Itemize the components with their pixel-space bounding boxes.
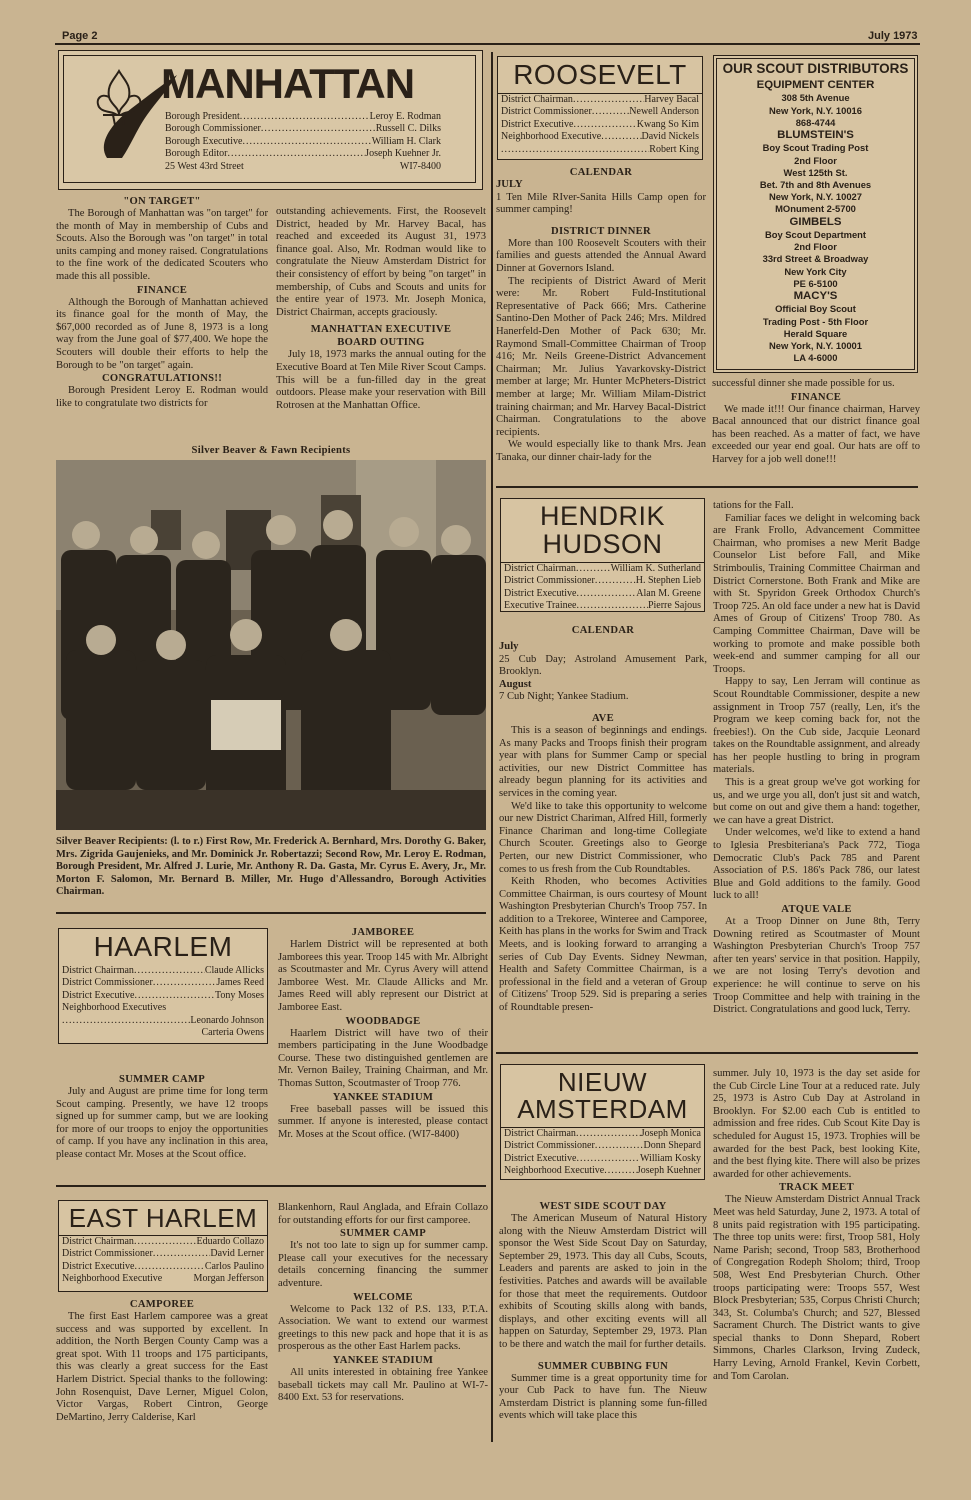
hendrik-hudson-title: HENDRIK HUDSON bbox=[501, 499, 704, 563]
photo-caption: Silver Beaver Recipients: (l. to r.) First Row, Mr. Frederick A. Bernhard, Mrs. Dorothy G. Baker, Mrs. Zigrida Gaujenieks, and Mr. Dominick Jr. Robertazzi; Second Row, Mr. Leroy E. Rodman, Borough President, Mr. Alfred J. Lurie, Mr. Anthony R. Da. Gasta, Mr. Cyrus E. Avery, Jr., Mr. Morton F. Salomon, Mr. Bernard B. Miller, Mr. Hugo d'Allessandro, Borough Activities Chairman. bbox=[56, 836, 486, 897]
east-harlem-col2: Blankenhorn, Raul Anglada, and Efrain Collazo for outstanding efforts for our first camporee. SUMMER CAMP It's not too late to sign up for summer camp. Please call your executives for the necessary details concerning financing the summer adventure. WELCOME Welcome to Pack 132 of P.S. 133, P.T.A. Association. We want to extend our warmest greetings to this new pack and hope that it is as prosperous as the other East Harlem packs. YANKEE STADIUM All units interested in obtaining free Yankee baseball tickets may call Mr. Paulino at WI-7-8400 Ext. 53 for reservations. bbox=[278, 1202, 488, 1404]
nieuw-col2: summer. July 10, 1973 is the day set aside for the Cub Circle Line Tour at a reduced rate. July 25, 1973 is Astro Cub Day at Astroland in Brooklyn. For $2.00 each Cub is entitled to admission and free rides. Cub Scout Kite Day is scheduled for August 15, 1973. Trophies will be awarded for the best Pack, best looking Kite, and the best flying kite. There will also be prizes awarded for other achievements. TRACK MEET The Nieuw Amsterdam District Annual Track Meet was held Saturday, June 2, 1973. A total of 8 units paid registration with 195 participating. The three top units were: first, Troop 581, Holy Name Parish; second, Troop 583, Brotherhood of Congregation Rodeph Sholom; third, Troop 508, West End Presbyterian Church. Other troops participating were: Troops 557, West Block Presbyterian; 535, Corpus Christi Church; 343, St. Columba's Church; and 527, Blessed Sacrament Church. The District wants to give special thanks to Donn Shepard, Robert Simmons, Charles Clarkson, Irving Zudeck, Harry Leving, Arnold Frankel, Kevin Corbett, and Tom Carolan. bbox=[713, 1068, 920, 1382]
hendrik-col1: CALENDAR July 25 Cub Day; Astroland Amusement Park, Brooklyn. August 7 Cub Night; Yankee Stadium. AVE This is a season of beginnings and endings. As many Packs and Troops finish their program year with plans for Summer Camp or special activities, our new District Committee has already begun planning for its activities and services in the coming year. We'd like to take this opportunity to welcome our new District Chariman, Alfred Hill, formerly Finance Chariman and long-time Collegiate Church Scouter. Greetings also to George Perten, our new District Commissioner, who comes to us fresh from the Cub Roundtables. Keith Rhoden, who becomes Activities Committee Chairman, is ours courtesy of Mount Washington Presbyterian Church's Troop 757. In addition to a Trekoree, Winteree and Camporee, Keith has plans in the works for Swim and Track Meets, and is looking forward to arranging a series of Cub Day Events. Sidney Newman, Health and Safety Committee Chairman, is a professional in the field and a veteran of Group of Citizens' Troop 529. Sid is preparing a series of Roundtable presen- bbox=[499, 625, 707, 1014]
east-harlem-masthead bbox=[58, 1200, 268, 1292]
scout-distributors-box: OUR SCOUT DISTRIBUTORS EQUIPMENT CENTER 308 5th Avenue New York, N.Y. 10016 868-4744 BLUMSTEIN'S Boy Scout Trading Post 2nd Floor West 125th St. Bet. 7th and 8th Avenues New York, N.Y. 10027 MOnument 2-5700 GIMBELS Boy Scout Department 2nd Floor 33rd Street & Broadway New York City PE 6-5100 MACY'S Official Boy Scout Trading Post - 5th Floor Herald Square New York, N.Y. 10001 LA 4-6000 bbox=[713, 55, 918, 373]
nieuw-amsterdam-masthead bbox=[500, 1064, 705, 1180]
silver-beaver-photo bbox=[56, 460, 486, 830]
page-number: Page 2 bbox=[62, 30, 98, 42]
manhattan-officers: Borough President ..... Leroy E. Rodman Borough Commissioner ..... Russell C. Dilks Borough Executive ..... William H. Clark Borough Editor ..... Joseph Kuehner Jr. 25 West 43rd Street WI7-8400 bbox=[165, 111, 441, 173]
page-date: July 1973 bbox=[868, 30, 918, 42]
haarlem-officers: District Chairman ..... Claude Allicks District Commissioner ..... James Reed District Executive ..... Tony Moses Neighborhood Executives ..... Leonardo Johnson Carteria Owens bbox=[59, 965, 267, 1039]
east-harlem-title: EAST HARLEM bbox=[59, 1201, 267, 1236]
roosevelt-col1: CALENDAR JULY 1 Ten Mile RIver-Sanita Hills Camp open for summer camping! DISTRICT DINNER More than 100 Roosevelt Scouters with their families and guests attended the Annual Award Dinner at Governors Island. The recipients of District Award of Merit were: Mr. Robert Fuld-Institutional Representative of Pack 666; Mrs. Catherine Santino-Den Mother of Pack 246; Mrs. Mildred Hanerfeld-Den Mother of Pack 630; Mr. Raymond Small-Committee Chairman of Troop 416; Mr. Neils Greene-District Advancement Chairman; Mr. Julius Yavarkovsky-District member at large; Mr. Hunter McPheters-District member at large; Mr. William Milam-District training chairman; and Mr. Harvey Bacal-District Chairman. Congratulations to the above recipients. We would especially like to thank Mrs. Jean Tanaka, our dinner chair-lady for the bbox=[496, 167, 706, 463]
nieuw-amsterdam-title: NIEUW AMSTERDAM bbox=[501, 1065, 704, 1128]
hendrik-col2: tations for the Fall. Familiar faces we delight in welcoming back are Frank Frollo, Advancement Committee Chairman, who promises a new Merit Badge Counselor List before Fall, and Mike Strimboulis, Training Committee Chairman and District Cornerstone. Both Frank and Mike are with St. Spyridon Greek Orthodox Church's Troop 725. An old face under a new hat is David Ames of Group of Citizens' Troop 780. As Camping Committee Chairman, Dave will be working to promote and make possible both week-end and summer camping for all our Troops. Happy to say, Len Jerram will continue as Scout Roundtable Commissioner, despite a new assignment in Troop 757 (really, Len, it's the Program we keep coming back for, not the freebies!). On the Cub side, Jacquie Leonard takes on the Roundtable assignment, and already has her people hustling to bring in program materials. This is a great group we've got working for us, and we urge you all, don't just sit and watch, but come on out and give them a hand: together, we can have a great District. Under welcomes, we'd like to extend a hand to Iglesia Presbiteriana's Pack 772, Tioga Democratic Club's Pack 785 and Parent Association of P.S. 186's Pack 786, our latest Blue and Gold additions to the family. Good luck to all! ATQUE VALE At a Troop Dinner on June 8th, Terry Downing retired as Scoutmaster of Mount Washington Presbyterian Church's Troop 757 after ten years' service in that position. Happily, we are not losing Terry's devotion and experience: he will continue to serve on his Troop Committee and help with training in the District. Congratulations and good luck, Terry. bbox=[713, 500, 920, 1016]
roosevelt-col2: successful dinner she made possible for us. FINANCE We made it!!! Our finance chairman, Harvey Bacal announced that our district finance goal has been reached. As a matter of fact, we have exceeded our year end goal. Our hats are off to Harvey for a job well done!!! bbox=[712, 378, 920, 465]
manhattan-masthead bbox=[58, 50, 483, 190]
nieuw-col1: WEST SIDE SCOUT DAY The American Museum of Natural History along with the Nieuw Amsterdam District will sponsor the West Side Scout Day on Saturday, September 29, 1973. This day all Cubs, Scouts, Leaders and parents are asked to join in the festivities. Patches and awards will be available for those that meet the requirements. Outdoor exhibits of Scouting skills along with bands, displays, and other exciting events will all happen on Saturday, September 29, 1973. Plan to be there and watch the mail for further details. SUMMER CUBBING FUN Summer time is a great opportunity time for your Cub Pack to have fun. The Nieuw Amsterdam District is planning some fun-filled events which will take place this bbox=[499, 1201, 707, 1422]
hendrik-hudson-masthead bbox=[500, 498, 705, 612]
hendrik-officers: District Chairman ..... William K. Sutherland District Commissioner ..... H. Stephen Lieb District Executive ..... Alan M. Greene Executive Trainee ..... Pierre Sajous bbox=[501, 563, 704, 613]
haarlem-masthead bbox=[58, 928, 268, 1044]
nieuw-officers: District Chairman ..... Joseph Monica District Commissioner ..... Donn Shepard District Executive ..... William Kosky Neighborhood Executive ..... Joseph Kuehner bbox=[501, 1128, 704, 1178]
roosevelt-officers: District Chairman ..... Harvey Bacal District Commissioner ..... Newell Anderson District Executive ..... Kwang So Kim Neighborhood Executive ..... David Nickels ..... Robert King bbox=[498, 94, 702, 156]
manhattan-col2: outstanding achievements. First, the Roosevelt District, headed by Mr. Harvey Bacal, has reached and exceeded its August 31, 1973 finance goal. Also, Mr. Rodman would like to congratulate the Nieuw Amsterdam District for their consistency of effort by being "on target" in membership, of Cubs and Scouts and units for the entire year of 1973. Mr. Joseph Monica, District Chairman, accepts graciously. MANHATTAN EXECUTIVE BOARD OUTING July 18, 1973 marks the annual outing for the Executive Board at Ten Mile River Scout Camps. This will be a fun-filled day in the great outdoors. Please make your reservation with Bill Rotrosen at the Manhattan Office. bbox=[276, 206, 486, 411]
distributors-title: OUR SCOUT DISTRIBUTORS bbox=[722, 61, 909, 76]
haarlem-col2: JAMBOREE Harlem District will be represented at both Jamborees this year. Troop 145 with Mr. Albright as Scoutmaster and Mr. Cyrus Avery will attend Jamboree West. Mr. Claude Allicks and Mr. James Reed will ably represent our District at Jamboree East. WOODBADGE Haarlem District will have two of their members participating in the June Woodbadge Course. These two distinguished gentlemen are Mr. Vernon Bailey, Training Chairman, and Mr. Thomas Sutton, Scoutmaster of Troop 776. YANKEE STADIUM Free baseball passes will be issued this summer. If anyone is interested, please contact Mr. Moses at the Scout office. (WI7-8400) bbox=[278, 927, 488, 1140]
east-harlem-officers: District Chairman ..... Eduardo Collazo District Commissioner ..... David Lerner District Executive ..... Carlos Paulino Neighborhood Executive Morgan Jefferson bbox=[59, 1236, 267, 1286]
haarlem-col1: SUMMER CAMP July and August are prime time for long term Scout camping. Presently, we have 12 troops signed up for summer camp, but we are looking for more of our troops to enjoy the opportunities of camp. If you have any inclination in this area, please contact Mr. Moses at the Scout office. bbox=[56, 1074, 268, 1160]
manhattan-col1: "ON TARGET" The Borough of Manhattan was "on target" for the month of May in membership of Cubs and Scouts. Also the Borough was "on target" in total units camping and money raised. Congratulations to the fine work of the dedicated Scouters who made this all possible. FINANCE Although the Borough of Manhattan achieved its finance goal for the month of May, the $67,000 recorded as of June 8, 1973 is a long way from the June goal of $77,400. We hope the Scouters will double their efforts to help the Borough to be "on target" again. CONGRATULATIONS!! Borough President Leroy E. Rodman would like to congratulate two districts for bbox=[56, 196, 268, 409]
roosevelt-title: ROOSEVELT bbox=[498, 57, 702, 94]
haarlem-title: HAARLEM bbox=[93, 931, 233, 962]
east-harlem-col1: CAMPOREE The first East Harlem camporee was a great success and was supported by excellent. In addition, the North Bergen County Camp was a great spot. With 11 troops and 175 participants, this was clearly a great success for the East Harlem District. Special thanks to the following: John Rosenquist, Dave Lerner, Miguel Colon, Victor Vargas, Robert Cintron, George DeMartino, Jerry Calderise, Karl bbox=[56, 1299, 268, 1423]
manhattan-title: MANHATTAN bbox=[161, 60, 415, 107]
photo-title: Silver Beaver & Fawn Recipients bbox=[191, 445, 351, 456]
roosevelt-masthead bbox=[497, 56, 703, 160]
